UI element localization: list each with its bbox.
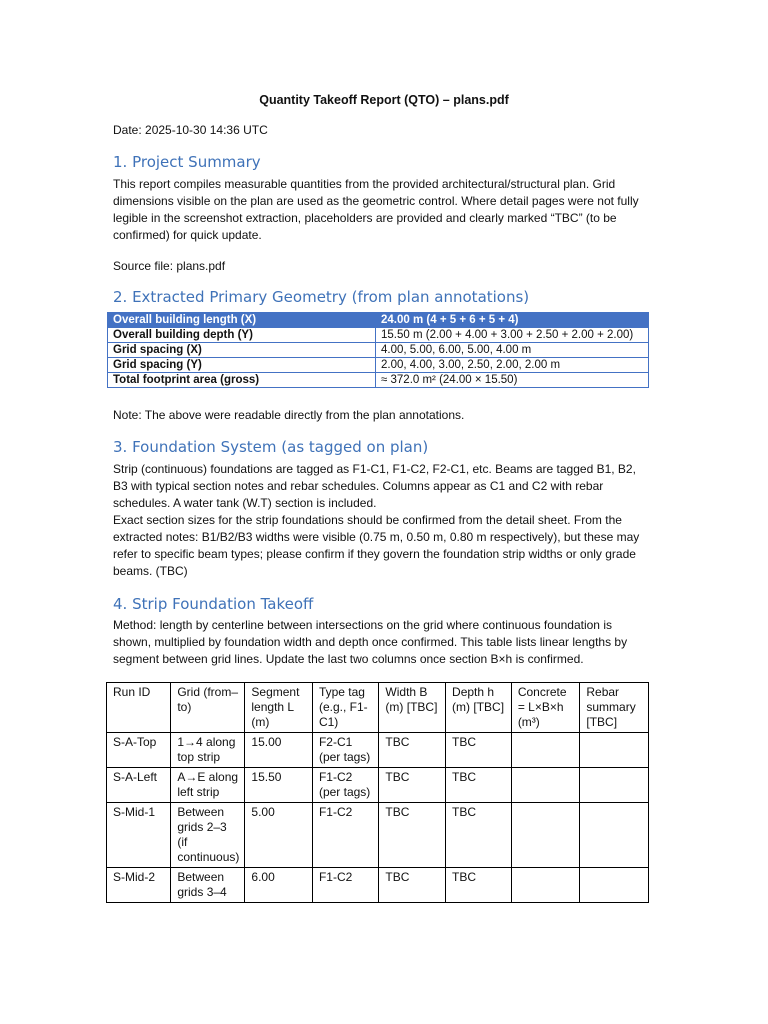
section-heading-foundation-system: 3. Foundation System (as tagged on plan)	[113, 438, 429, 456]
strip-foundation-method-text: Method: length by centerline between intersections on the grid where continuous foundation is shown, multiplied by foundation width and depth once confirmed. This table lists linear lengths by segment between grid lines. Update the last two columns once section B×h is confirmed.	[113, 618, 628, 666]
table-row	[107, 868, 649, 903]
column-header: Run ID	[107, 683, 171, 733]
table-cell: 6.00	[245, 868, 313, 903]
table-row	[107, 733, 649, 768]
geometry-label: Overall building depth (Y)	[108, 328, 376, 343]
table-cell: S-Mid-1	[107, 803, 171, 868]
strip-table-header-row	[107, 683, 649, 733]
geometry-row	[108, 343, 649, 358]
report-title: Quantity Takeoff Report (QTO) – plans.pdf	[259, 93, 509, 107]
table-cell: 15.00	[245, 733, 313, 768]
table-cell: TBC	[446, 803, 512, 868]
table-cell: A→E along left strip	[171, 768, 245, 803]
table-cell	[511, 868, 580, 903]
geometry-value: 15.50 m (2.00 + 4.00 + 3.00 + 2.50 + 2.00 + 2.00)	[376, 328, 649, 343]
column-header: Concrete = L×B×h (m³)	[511, 683, 580, 733]
table-cell	[511, 768, 580, 803]
table-cell	[511, 803, 580, 868]
geometry-note: Note: The above were readable directly from the plan annotations.	[113, 408, 465, 422]
source-file-text: Source file: plans.pdf	[113, 259, 226, 273]
table-cell: TBC	[379, 868, 446, 903]
table-cell	[580, 868, 649, 903]
table-cell: TBC	[379, 768, 446, 803]
foundation-system-text-2: Exact section sizes for the strip foundations should be confirmed from the detail sheet. From the extracted notes: B1/B2/B3 widths were visible (0.75 m, 0.50 m, 0.80 m respectively), but these may refer to specific beam types; please confirm if they govern the foundation strip widths or only grade beams. (TBC)	[113, 513, 640, 578]
project-summary-paragraph	[113, 176, 653, 244]
table-cell: 15.50	[245, 768, 313, 803]
section-heading-primary-geometry: 2. Extracted Primary Geometry (from plan annotations)	[113, 288, 530, 306]
source-file-line	[113, 258, 653, 275]
table-cell	[580, 733, 649, 768]
column-header: Rebar summary [TBC]	[580, 683, 649, 733]
table-cell: TBC	[446, 733, 512, 768]
table-cell	[580, 803, 649, 868]
geometry-row	[108, 373, 649, 388]
strip-foundation-table	[106, 682, 649, 903]
project-summary-text: This report compiles measurable quantities from the provided architectural/structural plan. Grid dimensions visible on the plan are used as the geometric control. Where detail pages were not fully legible in the screenshot extraction, placeholders are provided and clearly marked “TBC” (to be confirmed) for quick update.	[113, 177, 639, 242]
table-cell: Between grids 3–4	[171, 868, 245, 903]
geometry-table	[107, 312, 649, 388]
table-row	[107, 803, 649, 868]
table-cell: TBC	[379, 803, 446, 868]
table-cell: Between grids 2–3 (if continuous)	[171, 803, 245, 868]
column-header: Type tag (e.g., F1-C1)	[312, 683, 378, 733]
table-cell: F1-C2 (per tags)	[312, 768, 378, 803]
geometry-label: Total footprint area (gross)	[108, 373, 376, 388]
column-header: Segment length L (m)	[245, 683, 313, 733]
table-cell: F1-C2	[312, 868, 378, 903]
report-date: Date: 2025-10-30 14:36 UTC	[113, 123, 268, 137]
column-header: Depth h (m) [TBC]	[446, 683, 512, 733]
table-cell: F1-C2	[312, 803, 378, 868]
table-cell: F2-C1 (per tags)	[312, 733, 378, 768]
geometry-value: 24.00 m (4 + 5 + 6 + 5 + 4)	[376, 313, 649, 328]
foundation-system-text-1: Strip (continuous) foundations are tagged as F1-C1, F1-C2, F2-C1, etc. Beams are tagged B1, B2, B3 with typical section notes and rebar schedules. Columns appear as C1 and C2 with rebar schedules. A water tank (W.T) section is included.	[113, 462, 636, 510]
table-cell: 1→4 along top strip	[171, 733, 245, 768]
section-heading-strip-foundation: 4. Strip Foundation Takeoff	[113, 595, 314, 613]
table-cell: TBC	[446, 768, 512, 803]
geometry-label: Grid spacing (X)	[108, 343, 376, 358]
table-cell: S-A-Left	[107, 768, 171, 803]
strip-foundation-method	[113, 617, 653, 668]
foundation-system-paragraph	[113, 461, 653, 580]
table-cell: 5.00	[245, 803, 313, 868]
column-header: Width B (m) [TBC]	[379, 683, 446, 733]
geometry-label: Grid spacing (Y)	[108, 358, 376, 373]
table-cell: TBC	[379, 733, 446, 768]
table-cell: S-A-Top	[107, 733, 171, 768]
section-heading-project-summary: 1. Project Summary	[113, 153, 261, 171]
geometry-row	[108, 313, 649, 328]
geometry-value: 2.00, 4.00, 3.00, 2.50, 2.00, 2.00 m	[376, 358, 649, 373]
column-header: Grid (from–to)	[171, 683, 245, 733]
geometry-row	[108, 328, 649, 343]
geometry-value: 4.00, 5.00, 6.00, 5.00, 4.00 m	[376, 343, 649, 358]
geometry-value: ≈ 372.0 m² (24.00 × 15.50)	[376, 373, 649, 388]
table-cell: TBC	[446, 868, 512, 903]
geometry-row	[108, 358, 649, 373]
table-cell	[580, 768, 649, 803]
table-cell: S-Mid-2	[107, 868, 171, 903]
geometry-label: Overall building length (X)	[108, 313, 376, 328]
table-cell	[511, 733, 580, 768]
table-row	[107, 768, 649, 803]
